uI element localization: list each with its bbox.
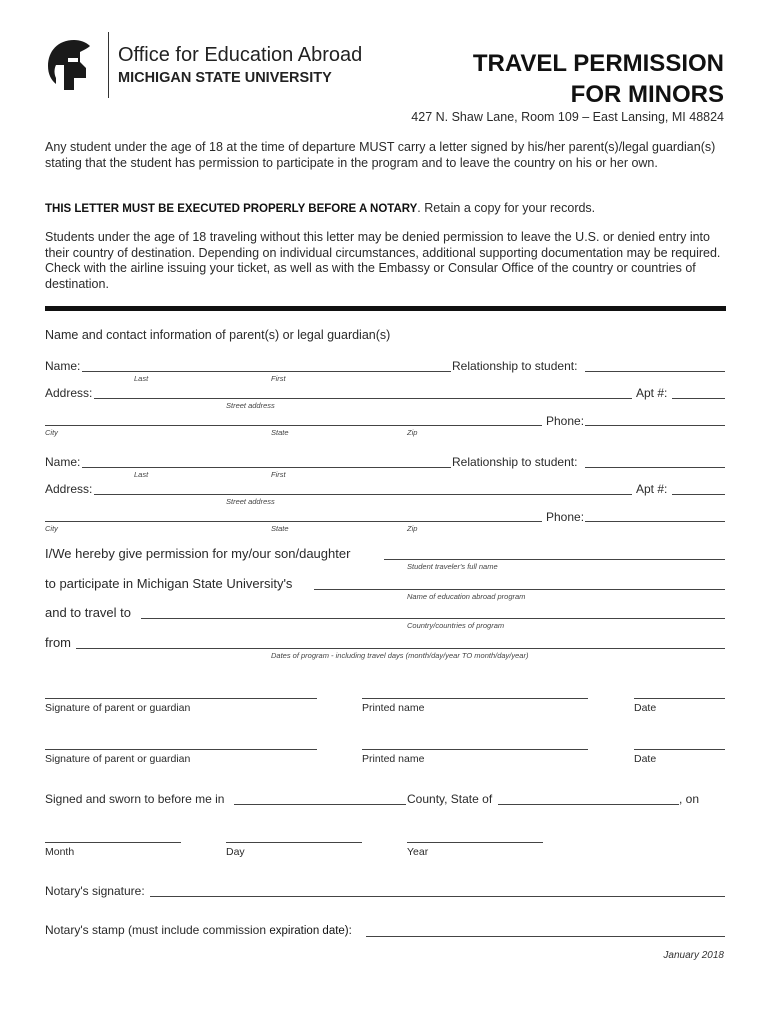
student-name-sub: Student traveler's full name	[407, 562, 498, 571]
document-title-line2: FOR MINORS	[570, 81, 724, 108]
permission-line2-label: to participate in Michigan State University's	[45, 576, 293, 591]
warning-paragraph: Students under the age of 18 traveling without this letter may be denied permission to leave the U.S. or denied entry into their country of destination. Depending on individual circumstances, additional supporting documentation may be required. Check with the airline issuing your ticket, as well as with the Embassy or Consular Office of the country or countries of destination.	[45, 230, 721, 291]
guardian1-address-field[interactable]	[94, 398, 632, 399]
countries-field[interactable]	[141, 618, 725, 619]
guardian2-relationship-field[interactable]	[585, 467, 725, 468]
guardian1-apt-label: Apt #:	[636, 386, 668, 400]
notary-instruction-bold: THIS LETTER MUST BE EXECUTED PROPERLY BEFORE A NOTARY	[45, 203, 418, 215]
guardian2-state-sub: State	[271, 524, 289, 533]
sworn-location-field[interactable]	[234, 804, 406, 805]
guardian2-apt-field[interactable]	[672, 494, 725, 495]
day-label: Day	[226, 846, 245, 858]
guardian1-first-sub: First	[271, 374, 286, 383]
countries-sub: Country/countries of program	[407, 621, 505, 630]
signature1-label: Signature of parent or guardian	[45, 702, 191, 714]
guardian1-name-field[interactable]	[82, 371, 451, 372]
permission-line3-label: and to travel to	[45, 605, 131, 620]
notary-stamp-label	[45, 923, 352, 937]
guardian1-state-sub: State	[271, 428, 289, 437]
guardian1-address-label: Address:	[45, 386, 93, 400]
county-state-label: County, State of	[407, 792, 493, 806]
guardian1-phone-label: Phone:	[546, 414, 585, 428]
signature1-field[interactable]	[45, 698, 317, 699]
program-dates-field[interactable]	[76, 648, 725, 649]
notary-instruction-rest: . Retain a copy for your records.	[417, 201, 596, 215]
year-field[interactable]	[407, 842, 543, 843]
notary-stamp-tail: expiration date):	[269, 925, 352, 937]
month-label: Month	[45, 846, 75, 858]
guardian1-phone-field[interactable]	[585, 425, 725, 426]
guardian1-relationship-label: Relationship to student:	[452, 359, 578, 373]
permission-line1-label: I/We hereby give permission for my/our son/daughter	[45, 546, 351, 561]
guardian2-phone-field[interactable]	[585, 521, 725, 522]
printed-name1-label: Printed name	[362, 702, 425, 714]
guardian2-apt-label: Apt #:	[636, 482, 668, 496]
footer-date: January 2018	[663, 950, 724, 961]
signature2-field[interactable]	[45, 749, 317, 750]
university-name: MICHIGAN STATE UNIVERSITY	[118, 70, 332, 86]
date1-field[interactable]	[634, 698, 725, 699]
logo-divider	[108, 32, 109, 98]
office-name: Office for Education Abroad	[118, 44, 363, 66]
guardian2-phone-label: Phone:	[546, 510, 585, 524]
day-field[interactable]	[226, 842, 362, 843]
office-address: 427 N. Shaw Lane, Room 109 – East Lansing, MI 48824	[411, 110, 724, 124]
guardian2-relationship-label: Relationship to student:	[452, 455, 578, 469]
notary-stamp-text: Notary's stamp (must include commission	[45, 923, 270, 937]
guardian1-relationship-field[interactable]	[585, 371, 725, 372]
guardian2-city-sub: City	[45, 524, 58, 533]
intro-paragraph: Any student under the age of 18 at the time of departure MUST carry a letter signed by his/her parent(s)/legal guardian(s) stating that the student has permission to participate in the program and to leave the country on his or her own.	[45, 140, 716, 170]
date2-label: Date	[634, 753, 657, 765]
notary-instruction	[45, 201, 729, 215]
printed-name2-field[interactable]	[362, 749, 588, 750]
date2-field[interactable]	[634, 749, 725, 750]
guardian1-city-sub: City	[45, 428, 58, 437]
guardian2-city-state-zip-field[interactable]	[45, 521, 542, 522]
program-name-sub: Name of education abroad program	[407, 592, 526, 601]
guardian1-zip-sub: Zip	[407, 428, 418, 437]
guardian-section-heading: Name and contact information of parent(s) or legal guardian(s)	[45, 328, 391, 342]
guardian2-last-sub: Last	[134, 470, 149, 479]
year-label: Year	[407, 846, 429, 858]
permission-line4-label: from	[45, 635, 71, 650]
guardian2-address-field[interactable]	[94, 494, 632, 495]
guardian1-name-label: Name:	[45, 359, 81, 373]
guardian2-address-label: Address:	[45, 482, 93, 496]
on-label: , on	[679, 792, 700, 806]
date1-label: Date	[634, 702, 657, 714]
month-field[interactable]	[45, 842, 181, 843]
msu-spartan-logo-icon	[44, 38, 94, 94]
sworn-label: Signed and sworn to before me in	[45, 792, 225, 806]
guardian2-zip-sub: Zip	[407, 524, 418, 533]
document-title-line1: TRAVEL PERMISSION	[472, 50, 724, 77]
notary-signature-field[interactable]	[150, 896, 725, 897]
printed-name2-label: Printed name	[362, 753, 425, 765]
guardian1-last-sub: Last	[134, 374, 149, 383]
guardian1-city-state-zip-field[interactable]	[45, 425, 542, 426]
guardian2-street-sub: Street address	[226, 497, 275, 506]
section-divider	[45, 306, 726, 311]
signature2-label: Signature of parent or guardian	[45, 753, 191, 765]
guardian2-name-field[interactable]	[82, 467, 451, 468]
program-name-field[interactable]	[314, 589, 725, 590]
notary-stamp-field[interactable]	[366, 936, 725, 937]
notary-signature-label: Notary's signature:	[45, 884, 145, 898]
guardian1-street-sub: Street address	[226, 401, 275, 410]
guardian2-name-label: Name:	[45, 455, 81, 469]
guardian1-apt-field[interactable]	[672, 398, 725, 399]
printed-name1-field[interactable]	[362, 698, 588, 699]
program-dates-sub: Dates of program - including travel days (month/day/year TO month/day/year)	[271, 651, 529, 660]
guardian2-first-sub: First	[271, 470, 286, 479]
state-field[interactable]	[498, 804, 679, 805]
student-name-field[interactable]	[384, 559, 725, 560]
